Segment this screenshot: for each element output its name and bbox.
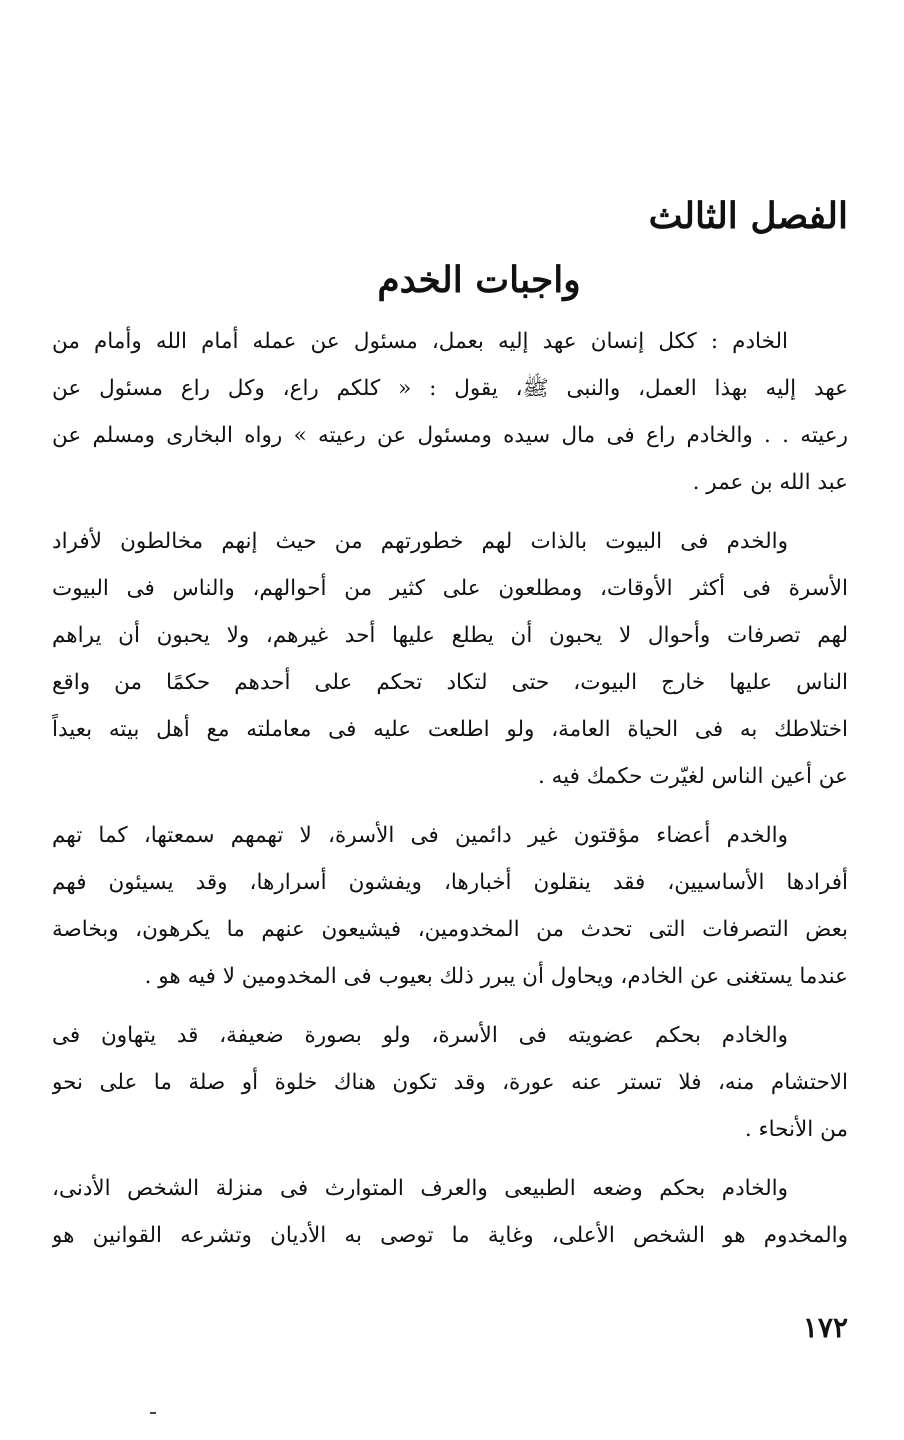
text-line: من الأنحاء .: [744, 1117, 848, 1142]
page-number: ١٧٢: [802, 1311, 848, 1344]
text-line: والخدم فى البيوت بالذات لهم خطورتهم من حيث إنهم مخالطون لأفراد: [52, 529, 788, 554]
text-line: عندما يستغنى عن الخادم، ويحاول أن يبرر ذلك بعيوب فى المخدومين لا فيه هو .: [144, 964, 848, 989]
body-text: [52, 318, 848, 1271]
text-line: عهد إليه بهذا العمل، والنبى ﷺ، يقول : « كلكم راع، وكل راع مسئول عن: [52, 376, 848, 401]
scan-mark: [150, 1412, 156, 1414]
text-line: أفرادها الأساسيين، فقد ينقلون أخبارها، ويفشون أسرارها، وقد يسيئون فهم: [52, 870, 848, 895]
text-line: الناس عليها خارج البيوت، حتى لتكاد تحكم على أحدهم حكمًا من واقع: [52, 670, 848, 695]
text-line: والخادم بحكم وضعه الطبيعى والعرف المتوارث فى منزلة الشخص الأدنى،: [52, 1176, 789, 1201]
text-line: الخادم : ككل إنسان عهد إليه بعمل، مسئول عن عمله أمام الله وأمام من: [52, 329, 788, 354]
paragraph: [52, 1012, 848, 1153]
text-line: اختلاطك به فى الحياة العامة، ولو اطلعت عليه فى معاملته مع أهل بيته بعيداً: [52, 717, 848, 742]
paragraph: [52, 1165, 848, 1259]
text-line: والخادم بحكم عضويته فى الأسرة، ولو بصورة ضعيفة، قد يتهاون فى: [52, 1023, 788, 1048]
section-title: واجبات الخدم: [377, 259, 581, 301]
paragraph: [52, 318, 848, 506]
text-line: عبد الله بن عمر .: [692, 470, 848, 495]
text-line: بعض التصرفات التى تحدث من المخدومين، فيشيعون عنهم ما يكرهون، وبخاصة: [52, 917, 848, 942]
text-line: الأسرة فى أكثر الأوقات، ومطلعون على كثير من أحوالهم، والناس فى البيوت: [52, 576, 848, 601]
text-line: والخدم أعضاء مؤقتون غير دائمين فى الأسرة، لا تهمهم سمعتها، كما تهم: [52, 823, 788, 848]
text-line: والمخدوم هو الشخص الأعلى، وغاية ما توصى به الأديان وتشرعه القوانين هو: [52, 1223, 848, 1248]
text-line: رعيته . . والخادم راع فى مال سيده ومسئول عن رعيته » رواه البخارى ومسلم عن: [52, 423, 848, 448]
chapter-title: الفصل الثالث: [648, 195, 848, 237]
paragraph: [52, 518, 848, 800]
text-line: عن أعين الناس لغيّرت حكمك فيه .: [537, 764, 848, 789]
paragraph: [52, 812, 848, 1000]
text-line: الاحتشام منه، فلا تستر عنه عورة، وقد تكون هناك خلوة أو صلة ما على نحو: [52, 1070, 848, 1095]
text-line: لهم تصرفات وأحوال لا يحبون أن يطلع عليها أحد غيرهم، ولا يحبون أن يراهم: [52, 623, 848, 648]
